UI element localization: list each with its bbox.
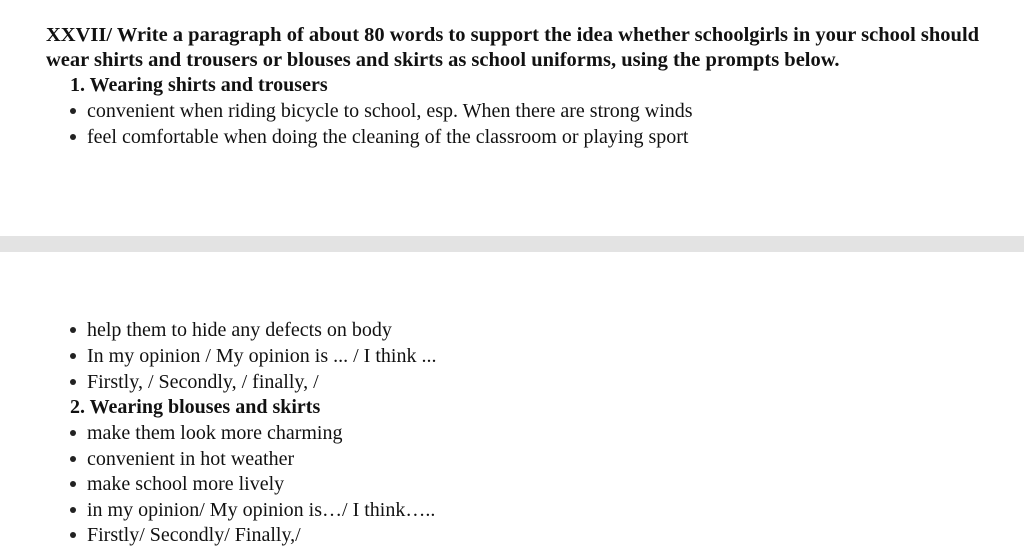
list-item: [70, 472, 284, 497]
bullet-icon: [70, 134, 76, 140]
list-item-text: convenient in hot weather: [87, 448, 295, 470]
bullet-icon: [70, 379, 76, 385]
list-item-text: make school more lively: [87, 473, 285, 495]
bullet-icon: [70, 108, 76, 114]
list-item: [70, 99, 693, 124]
bullet-icon: [70, 327, 76, 333]
list-item: [70, 447, 294, 472]
list-item-text: In my opinion / My opinion is ... / I think ...: [87, 345, 437, 367]
list-item-text: Firstly, / Secondly, / finally, /: [87, 371, 319, 393]
page-separator: [0, 236, 1024, 252]
exercise-heading: XXVII/ Write a paragraph of about 80 words to support the idea whether schoolgirls in your school should wear shirts and trousers or blouses and skirts as school uniforms, using the prompts below.: [46, 24, 980, 71]
bullet-icon: [70, 456, 76, 462]
bullet-icon: [70, 353, 76, 359]
list-item: [70, 344, 436, 369]
bullet-icon: [70, 532, 76, 538]
list-item-text: make them look more charming: [87, 422, 343, 444]
list-item-text: help them to hide any defects on body: [87, 319, 392, 341]
list-item-text: Firstly/ Secondly/ Finally,/: [87, 524, 301, 546]
section-2-title: 2. Wearing blouses and skirts: [70, 396, 321, 418]
list-item: [70, 125, 688, 150]
bullet-icon: [70, 481, 76, 487]
list-item-text: in my opinion/ My opinion is…/ I think…..: [87, 499, 436, 521]
bullet-icon: [70, 430, 76, 436]
list-item: [70, 318, 392, 343]
section-1-title: 1. Wearing shirts and trousers: [70, 74, 328, 96]
bullet-icon: [70, 507, 76, 513]
list-item-text: feel comfortable when doing the cleaning of the classroom or playing sport: [87, 126, 689, 148]
list-item-text: convenient when riding bicycle to school, esp. When there are strong winds: [87, 100, 693, 122]
list-item: [70, 370, 319, 395]
list-item: [70, 498, 435, 523]
list-item: [70, 523, 301, 548]
list-item: [70, 421, 342, 446]
